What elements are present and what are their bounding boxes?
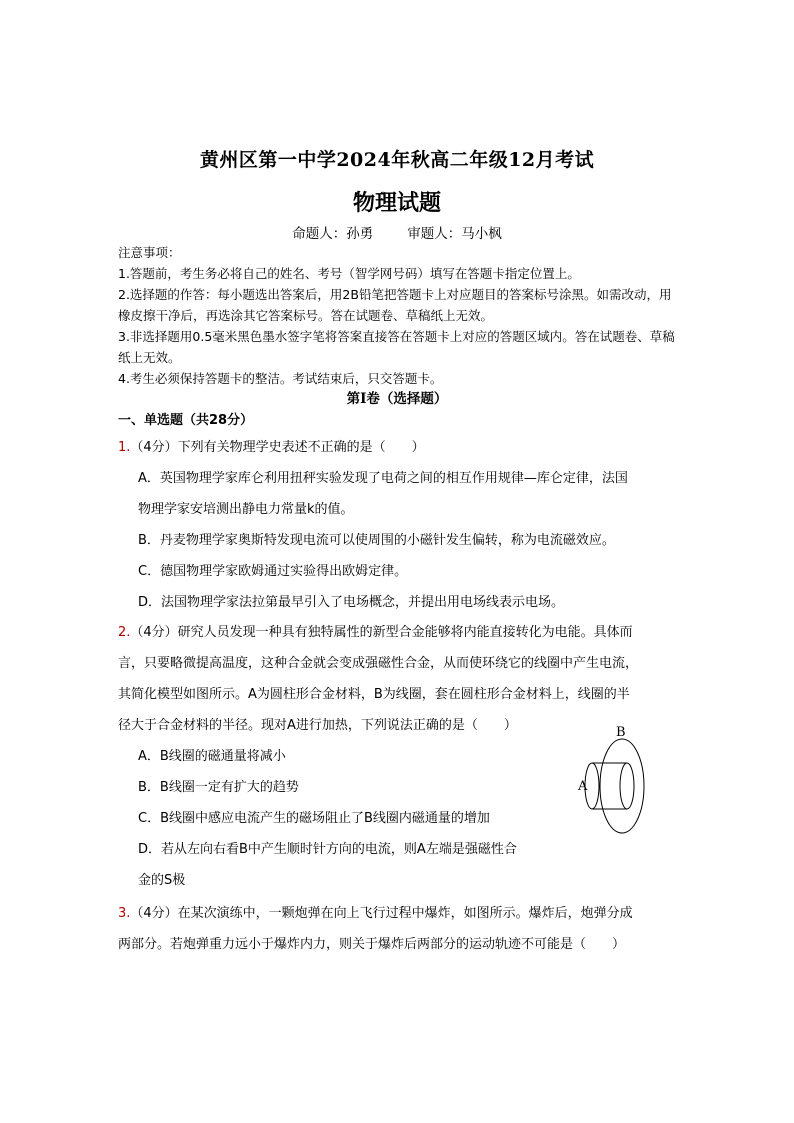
option-b: B．B线圈一定有扩大的趋势 [138,780,299,795]
question-text: （4分）研究人员发现一种具有独特属性的新型合金能够将内能直接转化为电能。具体而 [130,625,633,640]
question-number: 2. [118,625,131,640]
note-item: 3.非选择题用0.5毫米黑色墨水签字笔将答案直接答在答题卡上对应的答题区域内。答在试题卷、草稿纸上无效。 [118,329,675,365]
question-3 [118,898,678,960]
subject-title: 物理试题 [352,190,441,216]
option-c: C．B线圈中感应电流产生的磁场阻止了B线圈内磁通量的增加 [138,811,490,826]
question-number: 1. [118,440,131,455]
note-item: 1.答题前，考生务必将自己的姓名、考号（智学网号码）填写在答题卡指定位置上。 [118,266,580,281]
question-1 [118,432,678,618]
question-text: （4分）在某次演练中，一颗炮弹在向上飞行过程中爆炸，如图所示。爆炸后，炮弹分成 [130,906,633,921]
coil-alloy-figure [575,722,655,844]
section-heading: 一、单选题（共28分） [118,413,254,428]
question-stem [118,432,678,463]
question-stem [118,898,678,929]
exam-title: 黄州区第一中学2024年秋高二年级12月考试 [199,149,595,171]
label-b: B [616,725,626,740]
question-text-line: 言，只要略微提高温度，这种合金就会变成强磁性合金，从而使环绕它的线圈中产生电流， [118,656,639,671]
question-text-line: 径大于合金材料的半径。现对A进行加热，下列说法正确的是（ ） [118,718,517,733]
label-a: A [578,779,588,794]
setter: 命题人：孙勇 [292,226,374,242]
authors-line [0,222,794,242]
alloy-cylinder [585,763,634,809]
option-d: D．法国物理学家法拉第最早引入了电场概念，并提出用电场线表示电场。 [138,595,565,610]
option-c: C．德国物理学家欧姆通过实验得出欧姆定律。 [138,564,408,579]
question-stem [118,617,678,648]
volume-heading: 第Ⅰ卷（选择题） [346,391,448,407]
question-text-line: 两部分。若炮弹重力远小于爆炸内力，则关于爆炸后两部分的运动轨迹不可能是（ ） [118,937,626,952]
option-a: A．B线圈的磁通量将减小 [138,749,286,764]
option-d-continued: 金的S极 [138,873,186,888]
question-text: （4分）下列有关物理学史表述不正确的是（ ） [130,440,425,455]
note-item: 2.选择题的作答：每小题选出答案后，用2B铅笔把答题卡上对应题目的答案标号涂黑。如需改动，用橡皮擦干净后，再选涂其它答案标号。答在试题卷、草稿纸上无效。 [118,287,672,323]
option-b: B．丹麦物理学家奥斯特发现电流可以使周围的小磁针发生偏转，称为电流磁效应。 [138,533,615,548]
option-d: D．若从左向右看B中产生顺时针方向的电流，则A左端是强磁性合 [138,842,517,857]
reviewer: 审题人：马小枫 [407,226,502,242]
question-number: 3. [118,906,131,921]
option-a: A．英国物理学家库仑利用扭秤实验发现了电荷之间的相互作用规律—库仑定律，法国 [138,471,628,486]
option-a-continued: 物理学家安培测出静电力常量k的值。 [138,502,354,517]
notes-heading: 注意事项： [118,245,181,260]
notes-block [118,242,678,389]
question-text-line: 其简化模型如图所示。A为圆柱形合金材料，B为线圈，套在圆柱形合金材料上，线圈的半 [118,687,630,702]
note-item: 4.考生必须保持答题卡的整洁。考试结束后，只交答题卡。 [118,371,443,386]
